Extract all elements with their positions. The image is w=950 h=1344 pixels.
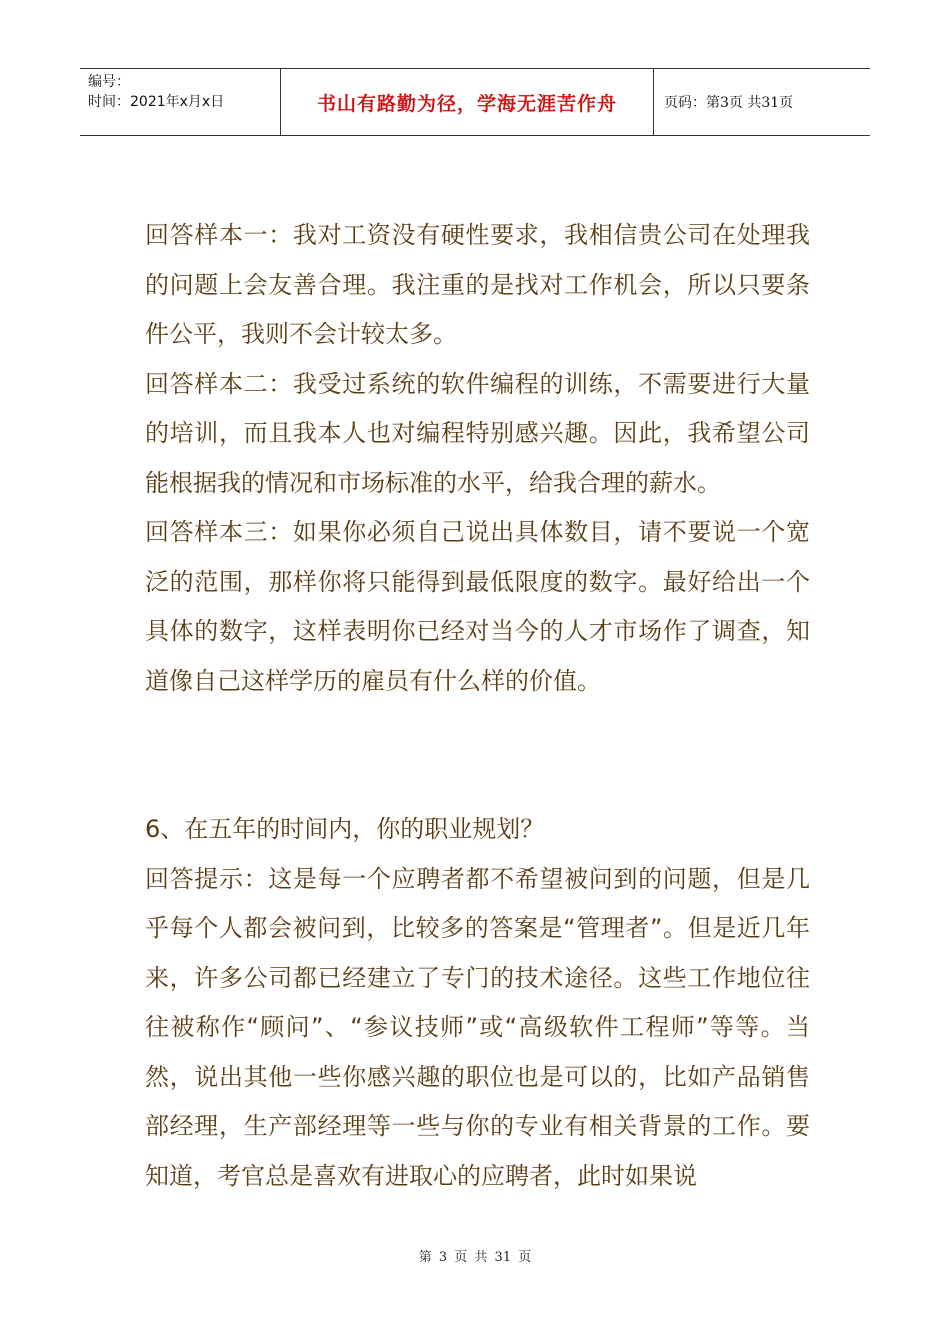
answer-hint: 回答提示：这是每一个应聘者都不希望被问到的问题，但是几乎每个人都会被问到，比较多的答案是“管理者”。但是近几年来，许多公司都已经建立了专门的技术途径。这些工作地位往往被称作“顾问”、“参议技师”或“高级软件工程师”等等。当然，说出其他一些你感兴趣的职位也是可以的，比如产品销售部经理，生产部经理等一些与你的专业有相关背景的工作。要知道，考官总是喜欢有进取心的应聘者，此时如果说 (145, 864, 810, 1190)
section-spacer (145, 706, 810, 805)
question-6-heading: 6、在五年的时间内，你的职业规划？ (145, 815, 545, 843)
answer-sample-3: 回答样本三：如果你必须自己说出具体数目，请不要说一个宽泛的范围，那样你将只能得到最低限度的数字。最好给出一个具体的数字，这样表明你已经对当今的人才市场作了调查，知道像自己这样学历的雇员有什么样的价值。 (145, 518, 810, 695)
header-page-info-cell (654, 69, 870, 135)
header-page-info: 页码：第3页 共31页 (664, 95, 794, 111)
document-body (145, 211, 810, 1201)
document-date: 时间：2021年x月x日 (88, 94, 225, 110)
header-meta (80, 69, 281, 135)
answer-sample-1: 回答样本一：我对工资没有硬性要求，我相信贵公司在处理我的问题上会友善合理。我注重的是找对工作机会，所以只要条件公平，我则不会计较太多。 (145, 221, 810, 348)
page-header (80, 68, 870, 136)
answer-sample-2: 回答样本二：我受过系统的软件编程的训练，不需要进行大量的培训，而且我本人也对编程特别感兴趣。因此，我希望公司能根据我的情况和市场标准的水平，给我合理的薪水。 (145, 369, 810, 497)
document-number-label: 编号： (88, 74, 130, 90)
header-motto: 书山有路勤为径，学海无涯苦作舟 (316, 92, 617, 115)
header-motto-cell (281, 69, 654, 135)
page-footer: 第 3 页 共 31 页 (418, 1250, 532, 1265)
